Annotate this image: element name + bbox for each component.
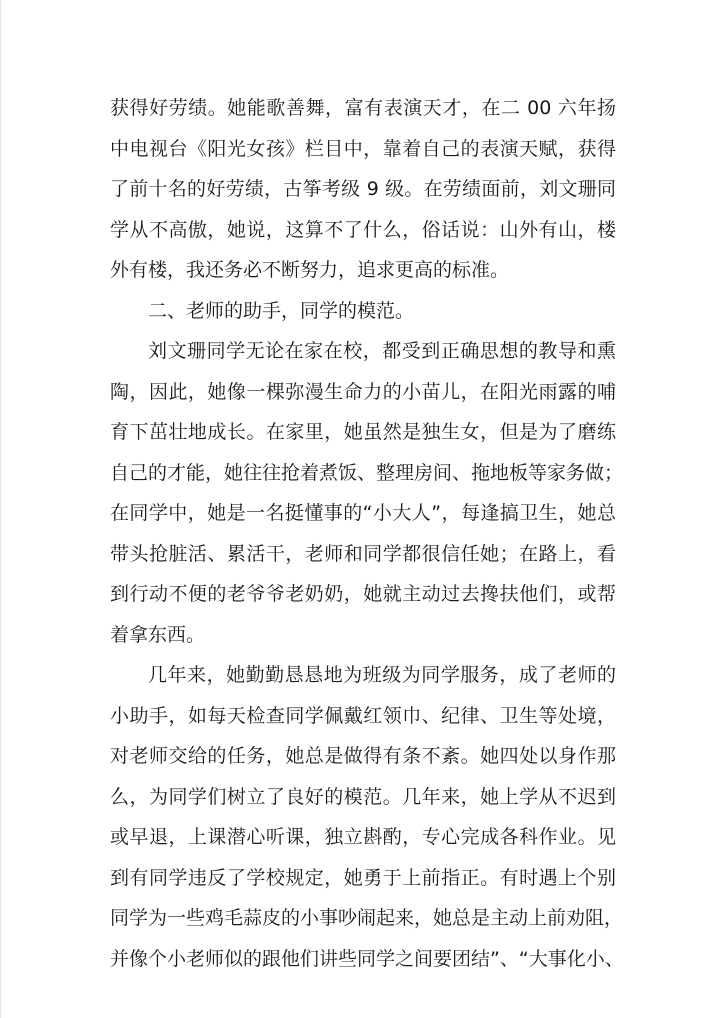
text-line: 在同学中，她是一名挺懂事的“小大人”，每逢搞卫生，她总: [110, 502, 616, 524]
text-line: 学从不高傲，她说，这算不了什么，俗话说：山外有山，楼: [110, 218, 616, 241]
text-line: 对老师交给的任务，她总是做得有条不紊。她四处以身作那: [110, 745, 616, 767]
text-line: 刘文珊同学无论在家在校，都受到正确思想的教导和熏: [148, 340, 616, 362]
text-line: 几年来，她勤勤恳恳地为班级为同学服务，成了老师的: [148, 664, 616, 686]
text-line: 了前十名的好劳绩，古筝考级 9 级。在劳绩面前，刘文珊同: [110, 178, 616, 200]
text-line: 并像个小老师似的跟他们讲些同学之间要团结”、“大事化小、: [110, 947, 624, 970]
text-line: 陶，因此，她像一棵弥漫生命力的小苗儿，在阳光雨露的哺: [110, 380, 616, 403]
text-line: 同学为一些鸡毛蒜皮的小事吵闹起来，她总是主动上前劝阻，: [110, 907, 624, 929]
text-line: 自己的才能，她往往抢着煮饭、整理房间、拖地板等家务做；: [110, 461, 624, 484]
text-line: 中电视台《阳光女孩》栏目中，靠着自己的表演天赋，获得: [110, 137, 616, 160]
document-body: [110, 88, 624, 979]
text-line: 或早退，上课潜心听课，独立斟酌，专心完成各科作业。见: [110, 826, 616, 848]
text-line: 小助手，如每天检查同学佩戴红领巾、纪律、卫生等处境，: [110, 704, 616, 727]
text-line: 到有同学违反了学校规定，她勇于上前指正。有时遇上个别: [110, 866, 616, 889]
text-line: 获得好劳绩。她能歌善舞，富有表演天才，在二 00 六年扬: [110, 97, 616, 119]
text-line: 带头抢脏活、累活干，老师和同学都很信任她；在路上，看: [110, 542, 616, 565]
text-line: 着拿东西。: [110, 623, 206, 646]
text-line: 么，为同学们树立了良好的模范。几年来，她上学从不迟到: [110, 785, 616, 808]
section-heading: 二、老师的助手，同学的模范。: [148, 299, 415, 322]
text-line: 育下茁壮地成长。在家里，她虽然是独生女，但是为了磨练: [110, 421, 616, 443]
text-line: 到行动不便的老爷爷老奶奶，她就主动过去搀扶他们，或帮: [110, 583, 616, 605]
text-line: 外有楼，我还务必不断努力，追求更高的标准。: [110, 259, 510, 281]
